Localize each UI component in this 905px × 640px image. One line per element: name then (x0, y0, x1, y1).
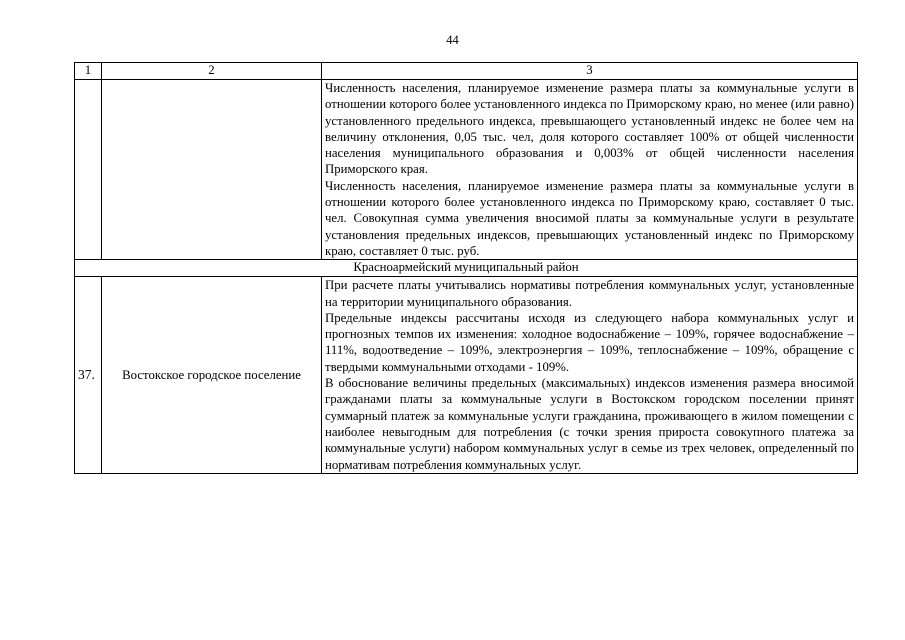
table-row-continued (75, 80, 858, 260)
row-37-paragraph-2: Предельные индексы рассчитаны исходя из следующего набора коммунальных услуг и прогнозных темпов их изменения: холодное водоснабжение – 109%, горячее водоснабжение – 111%, водоотведение – 109%, электроэнергия – 109%, теплоснабжение – 109%, обращение с твердыми коммунальными отходами - 109%. (325, 310, 854, 374)
table-row-37 (75, 277, 858, 474)
row-37-content-cell (322, 277, 858, 474)
row-37-paragraph-3: В обоснование величины предельных (максимальных) индексов изменения размера вносимой гражданами платы за коммунальные услуги в Востокском городском поселении принят суммарный платеж за коммунальные услуги гражданина, проживающего в жилом помещении с наиболее невыгодным для потребления (с точки зрения прироста совокупного платежа за коммунальные услуги) набором коммунальных услуг в семье из трех человек, определенный по нормативам потребления коммунальных услуг. (325, 376, 854, 472)
municipality-name: Востокское городское поселение (102, 277, 322, 474)
continued-paragraph-2: Численность населения, планируемое изменение размера платы за коммунальные услуги в отношении которого более установленного индекса по Приморскому краю, составляет 0 тыс. чел. Совокупная сумма увеличения вносимой платы за коммунальные услуги в результате установления предельных индексов, превышающих установленный индекс по Приморскому краю, составляет 0 тыс. руб. (325, 178, 854, 258)
continued-number-cell (75, 80, 102, 260)
table-header-row (75, 63, 858, 80)
section-title: Красноармейский муниципальный район (75, 260, 858, 277)
column-header-2: 2 (102, 63, 322, 80)
continued-content-cell (322, 80, 858, 260)
data-table (74, 62, 858, 474)
continued-paragraph-1: Численность населения, планируемое изменение размера платы за коммунальные услуги в отношении которого более установленного индекса по Приморскому краю, но менее (или равно) установленного предельного индекса, превышающего установленный индекс не более чем на величину отклонения, 0,05 тыс. чел, доля которого составляет 100% от общей численности населения муниципального образования и 0,003% от общей численности населения Приморского края. (325, 81, 854, 177)
column-header-1: 1 (75, 63, 102, 80)
continued-name-cell (102, 80, 322, 260)
column-header-3: 3 (322, 63, 858, 80)
section-row (75, 260, 858, 277)
page-number: 44 (446, 33, 459, 47)
row-37-paragraph-1: При расчете платы учитывались нормативы потребления коммунальных услуг, установленные на территории муниципального образования. (325, 278, 854, 309)
row-number: 37. (75, 277, 102, 474)
